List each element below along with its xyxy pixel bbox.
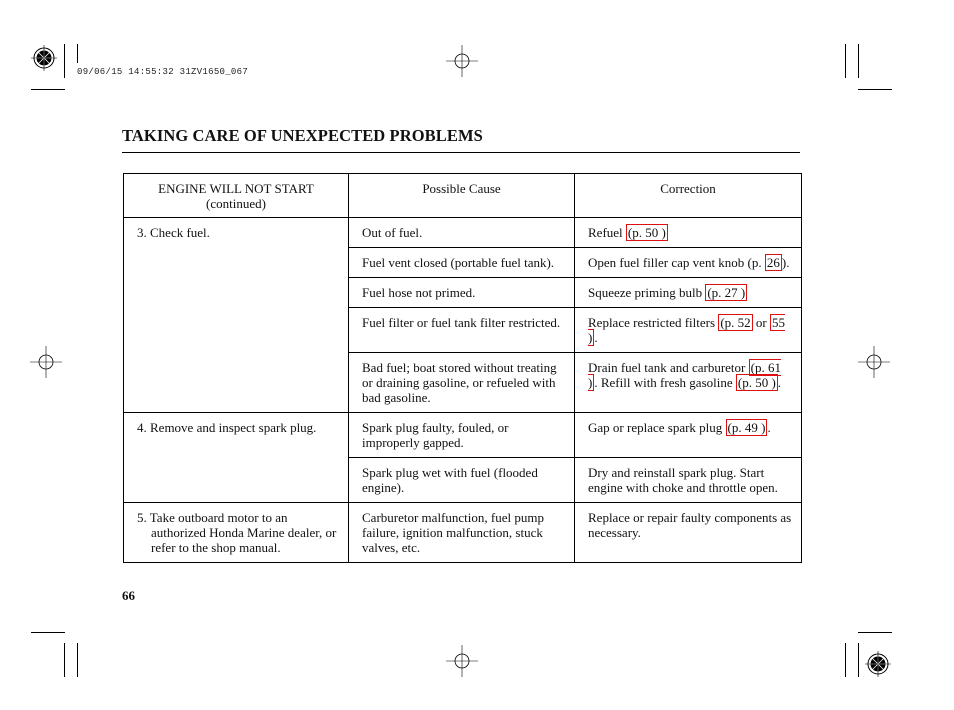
crop-mark [845,44,846,78]
title-divider [122,152,800,153]
page-ref-link[interactable]: (p. 50 ) [627,225,666,240]
step-text: 3. Check fuel. [137,225,210,240]
correction-cell [575,413,802,458]
troubleshooting-table [123,173,802,563]
correction-text: Replace restricted filters [588,315,719,330]
step-cell [124,218,349,413]
crop-mark [858,632,892,633]
print-stamp: 09/06/15 14:55:32 31ZV1650_067 [77,67,249,77]
page-number: 66 [122,588,135,603]
correction-cell [575,248,802,278]
crop-mark [845,643,846,677]
page-ref-link[interactable]: (p. 49 ) [727,420,766,435]
registration-starburst-icon [865,651,891,677]
page-ref-link[interactable]: 26 [766,255,780,270]
correction-text: Open fuel filler cap vent knob (p. [588,255,765,270]
crop-mark [77,643,78,677]
page-ref-link[interactable]: (p. 52 [720,315,751,330]
crop-mark [31,632,65,633]
table-row [124,218,802,248]
correction-text: . [594,330,598,345]
step-cell [124,413,349,503]
correction-text: Gap or replace spark plug [588,420,726,435]
header-symptom-line2: (continued) [206,196,266,211]
cause-cell: Bad fuel; boat stored without treating or draining gasoline, or refueled with bad gasoline. [349,353,575,413]
table-row [124,503,802,563]
correction-text: ). [781,255,790,270]
cause-cell: Fuel vent closed (portable fuel tank). [349,248,575,278]
cause-cell: Spark plug faulty, fouled, or improperly gapped. [349,413,575,458]
page-ref-link[interactable]: (p. 50 ) [737,375,776,390]
step-cell [124,503,349,563]
page-ref-link[interactable]: (p. 27 ) [707,285,746,300]
correction-text: or [752,315,770,330]
registration-crosshair-icon [30,346,62,378]
cause-cell: Fuel hose not primed. [349,278,575,308]
correction-cell: Replace or repair faulty components as necessary. [575,503,802,563]
registration-crosshair-icon [446,645,478,677]
crop-mark [64,44,65,78]
correction-cell: Dry and reinstall spark plug. Start engine with choke and throttle open. [575,458,802,503]
cause-cell: Fuel filter or fuel tank filter restricted. [349,308,575,353]
cause-cell: Out of fuel. [349,218,575,248]
registration-starburst-icon [31,45,57,71]
page-ref-link[interactable]: 55 ) [588,315,785,345]
registration-crosshair-icon [858,346,890,378]
table-row [124,413,802,458]
correction-text: . [767,420,771,435]
header-correction: Correction [575,174,802,218]
correction-text: . [777,375,782,390]
correction-text: Refuel [588,225,626,240]
header-symptom-line1: ENGINE WILL NOT START [158,181,314,196]
correction-text: Squeeze priming bulb [588,285,706,300]
page-ref-link[interactable]: (p. 61 ) [588,360,781,390]
crop-mark [858,643,859,677]
cause-cell: Carburetor malfunction, fuel pump failure, ignition malfunction, stuck valves, etc. [349,503,575,563]
header-cause: Possible Cause [349,174,575,218]
table-header-row [124,174,802,218]
correction-text: Drain fuel tank and carburetor [588,360,749,375]
crop-mark [64,643,65,677]
correction-cell [575,278,802,308]
registration-crosshair-icon [446,45,478,77]
section-title: TAKING CARE OF UNEXPECTED PROBLEMS [122,126,483,145]
crop-mark [858,44,859,78]
crop-mark [858,89,892,90]
correction-cell [575,308,802,353]
header-symptom [124,174,349,218]
correction-cell [575,353,802,413]
cause-cell: Spark plug wet with fuel (flooded engine). [349,458,575,503]
crop-mark [77,44,78,63]
step-text: 4. Remove and inspect spark plug. [137,420,317,435]
crop-mark [31,89,65,90]
step-text: 5. Take outboard motor to an authorized Honda Marine dealer, or refer to the shop manual. [137,510,337,555]
correction-cell [575,218,802,248]
correction-text: . Refill with fresh gasoline [594,375,736,390]
